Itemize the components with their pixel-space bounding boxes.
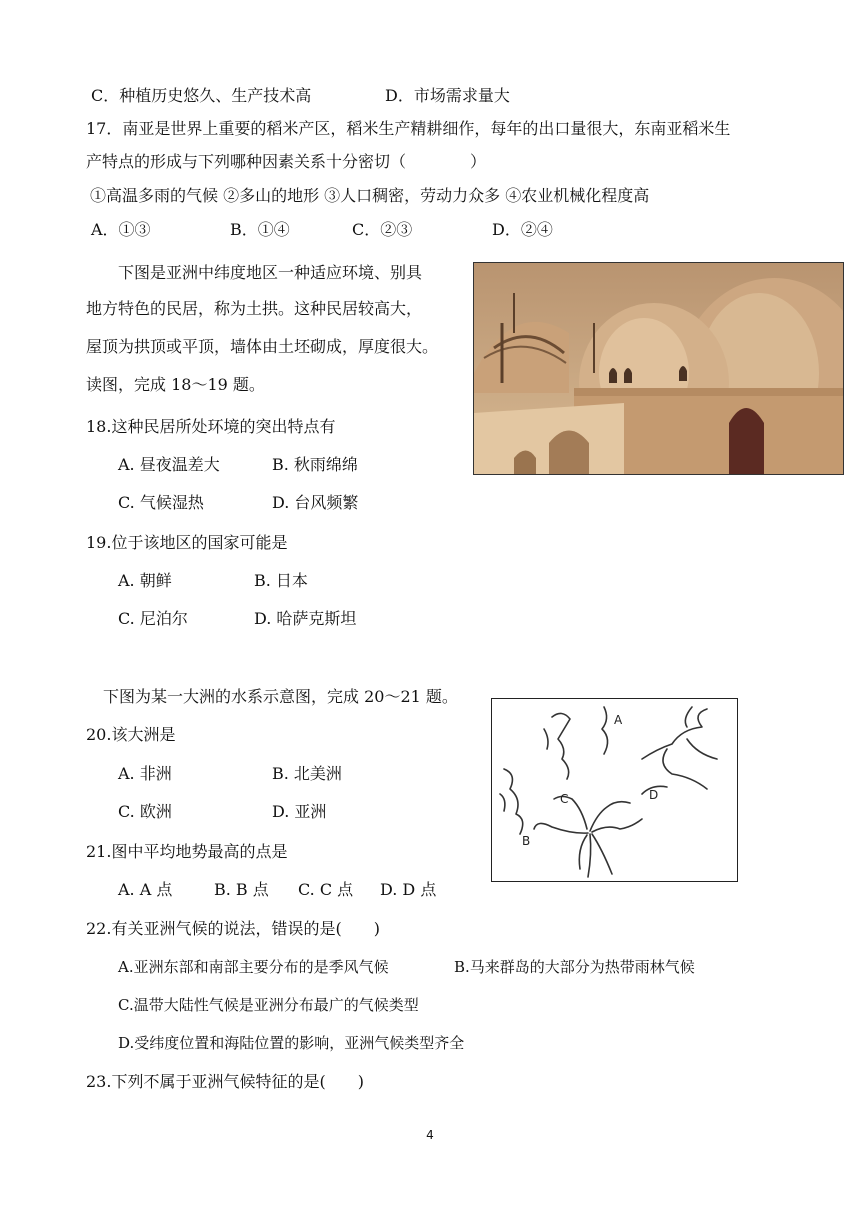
q17-option-a: A．①③ bbox=[91, 220, 151, 239]
map-label-b: B bbox=[522, 834, 531, 848]
river-system-map bbox=[491, 698, 738, 882]
q20-option-d: D. 亚洲 bbox=[272, 802, 327, 821]
q18-stem: 18.这种民居所处环境的突出特点有 bbox=[86, 417, 336, 436]
q17-stem-line2: 产特点的形成与下列哪种因素关系十分密切（ ） bbox=[86, 152, 487, 171]
q19-option-d: D. 哈萨克斯坦 bbox=[254, 609, 357, 628]
map-label-c: C bbox=[560, 792, 569, 806]
q19-stem: 19.位于该地区的国家可能是 bbox=[86, 533, 288, 552]
map-label-d: D bbox=[649, 788, 659, 802]
q17-items: ①高温多雨的气候 ②多山的地形 ③人口稠密，劳动力众多 ④农业机械化程度高 bbox=[90, 186, 650, 205]
q22-option-b: B.马来群岛的大部分为热带雨林气候 bbox=[454, 958, 695, 976]
q21-option-b: B. B 点 bbox=[214, 880, 269, 899]
q18-option-c: C. 气候湿热 bbox=[118, 493, 204, 512]
intro-18-line3: 屋顶为拱顶或平顶，墙体由土坯砌成，厚度很大。 bbox=[86, 337, 439, 356]
q17-stem-line1: 17．南亚是世界上重要的稻米产区，稻米生产精耕细作，每年的出口量很大，东南亚稻米生 bbox=[86, 119, 731, 138]
q21-option-a: A. A 点 bbox=[118, 880, 173, 899]
q19-option-b: B. 日本 bbox=[254, 571, 308, 590]
q22-stem: 22.有关亚洲气候的说法，错误的是( ) bbox=[86, 919, 380, 938]
intro-18-line4: 读图，完成 18～19 题。 bbox=[86, 375, 265, 394]
q22-option-a: A.亚洲东部和南部主要分布的是季风气候 bbox=[118, 958, 389, 976]
q20-stem: 20.该大洲是 bbox=[86, 725, 176, 744]
q19-option-a: A. 朝鲜 bbox=[118, 571, 172, 590]
q18-option-a: A. 昼夜温差大 bbox=[118, 455, 220, 474]
q16-option-c: C．种植历史悠久、生产技术高 bbox=[91, 86, 312, 105]
q20-option-c: C. 欧洲 bbox=[118, 802, 172, 821]
q21-stem: 21.图中平均地势最高的点是 bbox=[86, 842, 288, 861]
intro-20: 下图为某一大洲的水系示意图，完成 20～21 题。 bbox=[103, 687, 458, 706]
q23-stem: 23.下列不属于亚洲气候特征的是( ) bbox=[86, 1072, 364, 1091]
q21-option-c: C. C 点 bbox=[298, 880, 354, 899]
q17-option-b: B．①④ bbox=[230, 220, 290, 239]
q20-option-b: B. 北美洲 bbox=[272, 764, 342, 783]
q17-option-c: C．②③ bbox=[352, 220, 413, 239]
q22-option-c: C.温带大陆性气候是亚洲分布最广的气候类型 bbox=[118, 996, 419, 1014]
q18-option-d: D. 台风频繁 bbox=[272, 493, 359, 512]
q17-option-d: D．②④ bbox=[492, 220, 553, 239]
q19-option-c: C. 尼泊尔 bbox=[118, 609, 188, 628]
q16-option-d: D．市场需求量大 bbox=[385, 86, 510, 105]
page-number: 4 bbox=[426, 1128, 434, 1142]
intro-18-line2: 地方特色的民居，称为土拱。这种民居较高大， bbox=[86, 299, 423, 318]
q21-option-d: D. D 点 bbox=[380, 880, 437, 899]
q20-option-a: A. 非洲 bbox=[118, 764, 172, 783]
q22-option-d: D.受纬度位置和海陆位置的影响，亚洲气候类型齐全 bbox=[118, 1034, 465, 1052]
intro-18-line1: 下图是亚洲中纬度地区一种适应环境、别具 bbox=[118, 263, 423, 282]
map-label-a: A bbox=[614, 713, 623, 727]
q18-option-b: B. 秋雨绵绵 bbox=[272, 455, 358, 474]
earthen-dome-dwelling-photo bbox=[473, 262, 844, 475]
